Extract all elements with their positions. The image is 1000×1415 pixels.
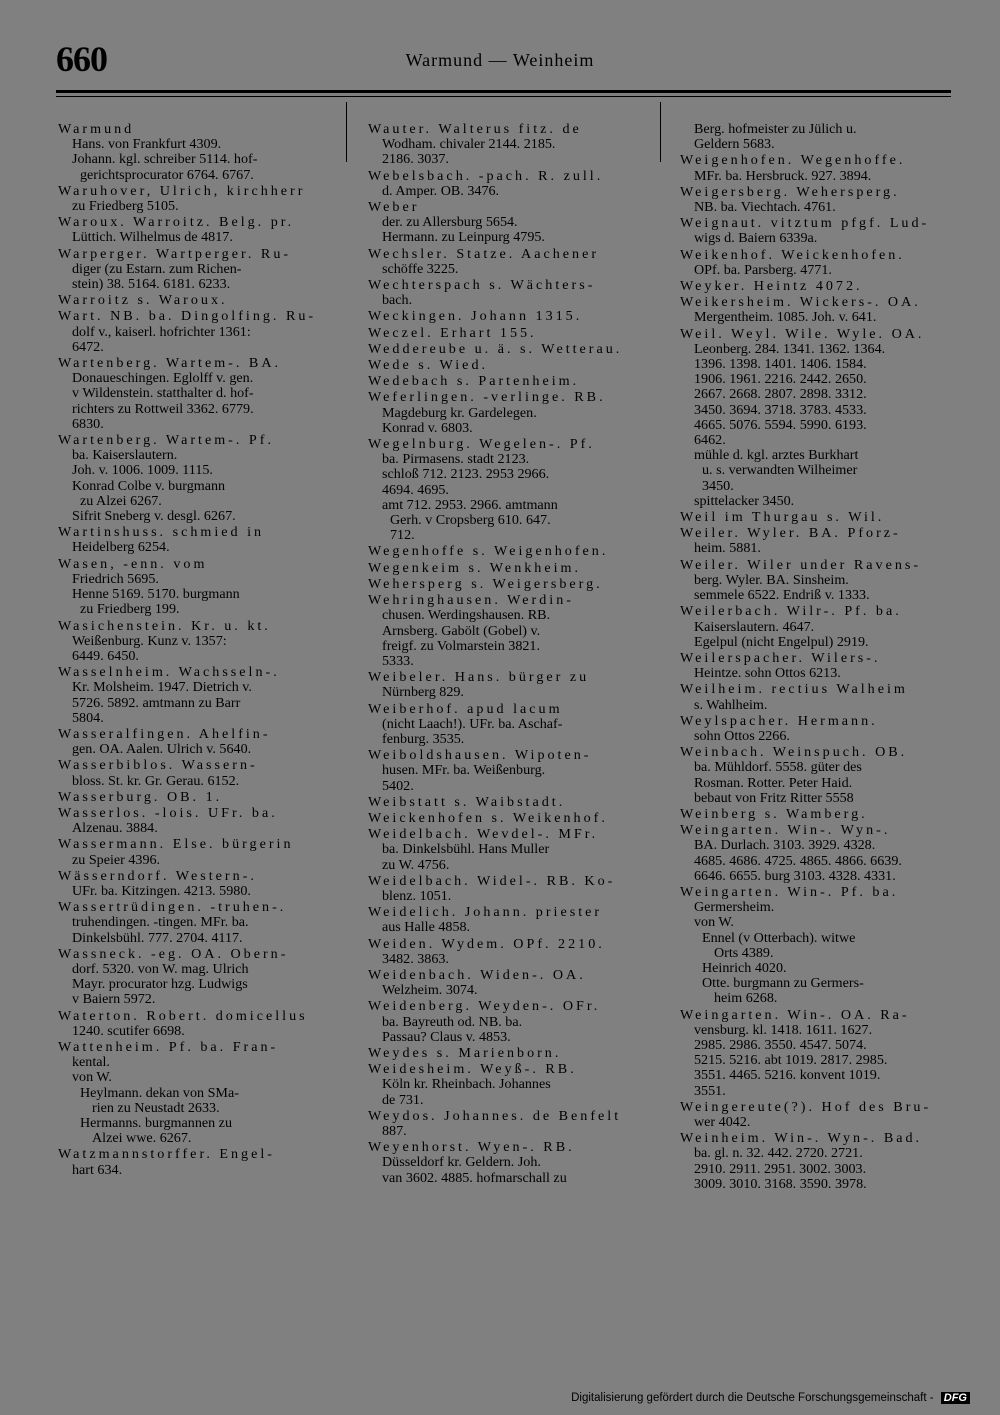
entry-headword-line: Weibstatt s. Waibstadt. (368, 794, 566, 810)
entry-headword-line: Weiboldshausen. Wipoten- (368, 748, 592, 764)
entry-line: 6449. 6450. (72, 648, 139, 664)
index-entry (368, 593, 650, 669)
entry-line: bebaut von Fritz Ritter 5558 (694, 790, 854, 806)
index-entry (680, 1100, 962, 1130)
entry-line: truhendingen. -tingen. MFr. ba. (72, 915, 249, 931)
entry-line: zu Speier 4396. (72, 852, 161, 868)
entry-headword-line: Wasserbiblos. Wassern- (58, 758, 258, 774)
entry-headword-line: Wasserburg. OB. 1. (58, 789, 223, 805)
index-entry (58, 758, 340, 788)
entry-headword-line: Weylspacher. Hermann. (680, 713, 878, 729)
index-entry (368, 342, 650, 357)
entry-line: ba. Bayreuth od. NB. ba. (382, 1014, 523, 1030)
index-entry (368, 577, 650, 592)
entry-line: ba. Kaiserslautern. (72, 448, 178, 464)
entry-headword-line: Wede s. Wied. (368, 358, 489, 374)
entry-line: UFr. ba. Kitzingen. 4213. 5980. (72, 883, 251, 899)
entry-line: wigs d. Baiern 6339a. (694, 231, 818, 247)
entry-line: Hans. von Frankfurt 4309. (72, 137, 222, 153)
entry-headword-line: Weingarten. Win-. Pf. ba. (680, 884, 899, 900)
entry-headword-line: Weinberg s. Wamberg. (680, 806, 868, 822)
entry-line: Hermanns. burgmannen zu (80, 1116, 232, 1131)
entry-headword-line: Wasseralfingen. Ahelfin- (58, 726, 271, 742)
entry-headword-line: Waruhover, Ulrich, kirchherr (58, 183, 306, 199)
entry-line: 6462. (694, 433, 726, 449)
entry-headword-line: Wechsler. Statze. Aachener (368, 246, 600, 262)
index-entry (680, 122, 962, 152)
entry-line: 5215. 5216. abt 1019. 2817. 2985. (694, 1053, 888, 1069)
entry-line: OPf. ba. Parsberg. 4771. (694, 262, 832, 278)
entry-headword-line: Wasichenstein. Kr. u. kt. (58, 618, 271, 634)
entry-line: semmele 6522. Endriß v. 1333. (694, 588, 870, 604)
entry-headword-line: Wassneck. -eg. OA. Obern- (58, 946, 289, 962)
index-entry (368, 1140, 650, 1186)
entry-line: Hermann. zu Leinpurg 4795. (382, 230, 545, 246)
index-entry (680, 823, 962, 884)
entry-headword-line: Wehersperg s. Weigersberg. (368, 576, 603, 592)
entry-line: de 731. (382, 1092, 424, 1108)
index-entry (368, 827, 650, 873)
index-entry (680, 651, 962, 681)
entry-line: Mayr. procurator hzg. Ludwigs (72, 977, 248, 993)
entry-line: schloß 712. 2123. 2953 2966. (382, 467, 550, 483)
index-entry (680, 510, 962, 525)
entry-line: zu Alzei 6267. (80, 493, 162, 509)
index-entry (368, 247, 650, 277)
entry-headword-line: Weilheim. rectius Walheim (680, 682, 908, 698)
entry-line: Sifrit Sneberg v. desgl. 6267. (72, 509, 236, 525)
index-entry (368, 811, 650, 826)
entry-headword-line: Wartenberg. Wartem-. Pf. (58, 433, 274, 449)
index-entry (368, 748, 650, 794)
entry-line: heim 6268. (714, 991, 778, 1007)
index-entry (58, 900, 340, 946)
entry-line: diger (zu Estarn. zum Richen- (72, 261, 242, 277)
entry-line: stein) 38. 5164. 6181. 6233. (72, 277, 231, 293)
index-entry (368, 937, 650, 967)
entry-line: fenburg. 3535. (382, 731, 465, 747)
entry-line: 3009. 3010. 3168. 3590. 3978. (694, 1176, 867, 1192)
entry-line: spittelacker 3450. (694, 493, 795, 509)
entry-line: ba. Mühldorf. 5558. güter des (694, 760, 862, 776)
entry-headword-line: Weiberhof. apud lacum (368, 701, 563, 717)
index-entry (58, 215, 340, 245)
entry-headword-line: Weiler. Wiler under Ravens- (680, 557, 922, 573)
entry-headword-line: Weil im Thurgau s. Wil. (680, 510, 885, 526)
index-column-1 (58, 122, 340, 1179)
entry-line: Magdeburg kr. Gardelegen. (382, 405, 537, 421)
index-entry (680, 745, 962, 806)
entry-line: dorf. 5320. von W. mag. Ulrich (72, 961, 249, 977)
entry-headword-line: Weingereute(?). Hof des Bru- (680, 1099, 932, 1115)
entry-line: gen. OA. Aalen. Ulrich v. 5640. (72, 742, 252, 758)
entry-headword-line: Wasen, -enn. vom (58, 556, 208, 572)
index-entry (680, 714, 962, 744)
entry-line: ba. Dinkelsbühl. Hans Muller (382, 842, 550, 858)
entry-line: 5804. (72, 710, 104, 726)
index-entry (680, 885, 962, 1007)
index-entry (368, 309, 650, 324)
digitization-footer (0, 1392, 970, 1404)
index-entry (368, 374, 650, 389)
index-entry (368, 999, 650, 1045)
entry-headword-line: Wegelnburg. Wegelen-. Pf. (368, 437, 595, 453)
entry-line: Heylmann. dekan von SMa- (80, 1085, 239, 1101)
entry-line: 5333. (382, 653, 414, 669)
entry-line: Germersheim. (694, 900, 775, 916)
index-entry (368, 905, 650, 935)
index-entry (680, 216, 962, 246)
entry-headword-line: Weydes s. Marienborn. (368, 1045, 562, 1061)
index-entry (680, 526, 962, 556)
entry-headword-line: Weiden. Wydem. OPf. 2210. (368, 936, 605, 952)
index-entry (58, 293, 340, 308)
entry-headword-line: Wässerndorf. Western-. (58, 868, 257, 884)
entry-line: 1396. 1398. 1401. 1406. 1584. (694, 357, 867, 373)
index-entry (680, 807, 962, 822)
entry-line: Ennel (v Otterbach). witwe (702, 930, 856, 946)
entry-headword-line: Weickenhofen s. Weikenhof. (368, 810, 608, 826)
entry-line: Geldern 5683. (694, 137, 775, 153)
index-entry (58, 1009, 340, 1039)
index-entry (58, 1040, 340, 1146)
entry-line: 3551. 4465. 5216. konvent 1019. (694, 1068, 881, 1084)
entry-headword-line: Warroitz s. Waroux. (58, 293, 228, 309)
entry-line: Lüttich. Wilhelmus de 4817. (72, 230, 233, 246)
header-rule-thick (56, 90, 951, 93)
entry-headword-line: Weczel. Erhart 155. (368, 325, 537, 341)
entry-headword-line: Weil. Weyl. Wile. Wyle. OA. (680, 326, 925, 342)
entry-headword-line: Weilerspacher. Wilers-. (680, 650, 881, 666)
entry-headword-line: Wart. NB. ba. Dingolfing. Ru- (58, 309, 317, 325)
index-entry (680, 1008, 962, 1099)
entry-line: Mergentheim. 1085. Joh. v. 641. (694, 310, 877, 326)
entry-line: 3450. 3694. 3718. 3783. 4533. (694, 402, 867, 418)
entry-headword-line: Warmund (58, 122, 135, 137)
entry-line: Alzenau. 3884. (72, 821, 158, 837)
index-entry (58, 557, 340, 618)
entry-line: bloss. St. kr. Gr. Gerau. 6152. (72, 773, 240, 789)
entry-headword-line: Weingarten. Win-. Wyn-. (680, 823, 891, 839)
entry-line: 6472. (72, 339, 104, 355)
entry-line: 1240. scutifer 6698. (72, 1023, 185, 1039)
entry-line: Heinrich 4020. (702, 960, 787, 976)
entry-line: Wodham. chivaler 2144. 2185. (382, 137, 556, 153)
index-entry (680, 185, 962, 215)
entry-line: richters zu Rottweil 3362. 6779. (72, 401, 254, 417)
entry-headword-line: Wassermann. Else. bürgerin (58, 837, 294, 853)
entry-line: dolf v., kaiserl. hofrichter 1361: (72, 324, 251, 340)
index-entry (680, 604, 962, 650)
column-separator-2 (660, 102, 661, 162)
entry-line: d. Amper. OB. 3476. (382, 183, 500, 199)
header-rule-thin (56, 96, 951, 97)
entry-line: BA. Durlach. 3103. 3929. 4328. (694, 838, 876, 854)
index-entry (58, 525, 340, 555)
entry-headword-line: Weidelbach. Widel-. RB. Ko- (368, 873, 616, 889)
index-column-2 (368, 122, 650, 1187)
entry-line: 2985. 2986. 3550. 4547. 5074. (694, 1037, 867, 1053)
entry-headword-line: Wegenhoffe s. Weigenhofen. (368, 544, 609, 560)
entry-line: kental. (72, 1055, 110, 1071)
index-entry (368, 278, 650, 308)
index-entry (368, 561, 650, 576)
index-entry (680, 327, 962, 509)
entry-line: 887. (382, 1124, 407, 1139)
entry-line: Friedrich 5695. (72, 571, 159, 587)
entry-headword-line: Weilerbach. Wilr-. Pf. ba. (680, 604, 902, 620)
entry-headword-line: Watzmannstorffer. Engel- (58, 1147, 275, 1163)
entry-headword-line: Weikenhof. Weickenhofen. (680, 247, 905, 263)
entry-headword-line: Wegenkeim s. Wenkheim. (368, 560, 581, 576)
index-entry (680, 279, 962, 294)
entry-line: 2186. 3037. (382, 152, 449, 168)
entry-line: 2667. 2668. 2807. 2898. 3312. (694, 387, 867, 403)
entry-headword-line: Warperger. Wartperger. Ru- (58, 246, 292, 262)
entry-headword-line: Waterton. Robert. domicellus (58, 1008, 308, 1024)
entry-headword-line: Weyenhorst. Wyen-. RB. (368, 1140, 575, 1156)
entry-headword-line: Weikersheim. Wickers-. OA. (680, 295, 921, 311)
entry-headword-line: Wasserlos. -lois. UFr. ba. (58, 805, 278, 821)
index-entry (680, 682, 962, 712)
entry-line: von W. (72, 1070, 112, 1086)
index-entry (58, 869, 340, 899)
index-entry (58, 1147, 340, 1177)
entry-line: 4694. 4695. (382, 482, 449, 498)
entry-line: Heidelberg 6254. (72, 540, 170, 556)
dfg-logo: DFG (941, 1392, 970, 1404)
index-entry (58, 665, 340, 726)
entry-line: (nicht Laach!). UFr. ba. Aschaf- (382, 716, 563, 732)
entry-headword-line: Weignaut. vitztum pfgf. Lud- (680, 216, 930, 232)
entry-headword-line: Weddereube u. ä. s. Wetterau. (368, 341, 623, 357)
index-entry (368, 670, 650, 700)
index-entry (680, 248, 962, 278)
entry-line: hart 634. (72, 1162, 123, 1178)
index-entry (368, 1062, 650, 1108)
entry-line: 4685. 4686. 4725. 4865. 4866. 6639. (694, 853, 902, 869)
index-column-3 (680, 122, 962, 1193)
entry-line: zu Friedberg 199. (80, 602, 180, 618)
entry-line: Joh. v. 1006. 1009. 1115. (72, 463, 213, 479)
entry-line: der. zu Allersburg 5654. (382, 215, 518, 231)
entry-headword-line: Waroux. Warroitz. Belg. pr. (58, 215, 295, 231)
index-entry (368, 874, 650, 904)
index-entry (368, 358, 650, 373)
index-entry (368, 437, 650, 543)
entry-headword-line: Weinheim. Win-. Wyn-. Bad. (680, 1131, 923, 1147)
index-entry (368, 326, 650, 341)
entry-line: Berg. hofmeister zu Jülich u. (694, 122, 857, 137)
entry-line: 5726. 5892. amtmann zu Barr (72, 695, 241, 711)
entry-line: berg. Wyler. BA. Sinsheim. (694, 572, 849, 588)
index-entry (58, 619, 340, 665)
entry-line: rien zu Neustadt 2633. (92, 1100, 220, 1116)
entry-line: ba. gl. n. 32. 442. 2720. 2721. (694, 1146, 863, 1162)
entry-headword-line: Webelsbach. -pach. R. zull. (368, 168, 604, 184)
entry-line: Henne 5169. 5170. burgmann (72, 587, 240, 603)
entry-headword-line: Weidenbach. Widen-. OA. (368, 967, 586, 983)
entry-headword-line: Weyker. Heintz 4072. (680, 279, 863, 295)
index-entry (58, 247, 340, 293)
index-entry (58, 790, 340, 805)
entry-line: u. s. verwandten Wilheimer (702, 463, 858, 479)
entry-headword-line: Weydos. Johannes. de Benfelt (368, 1108, 622, 1124)
entry-line: Nürnberg 829. (382, 685, 464, 701)
entry-line: 712. (390, 528, 415, 544)
entry-line: amt 712. 2953. 2966. amtmann (382, 497, 558, 513)
entry-line: gerichtsprocurator 6764. 6767. (80, 167, 254, 183)
entry-headword-line: Wartenberg. Wartem-. BA. (58, 356, 282, 372)
entry-headword-line: Weber (368, 200, 420, 216)
entry-line: 3551. (694, 1083, 726, 1099)
entry-line: aus Halle 4858. (382, 920, 471, 936)
entry-headword-line: Weinbach. Weinspuch. OB. (680, 745, 908, 761)
entry-line: bach. (382, 293, 413, 309)
entry-line: NB. ba. Viechtach. 4761. (694, 200, 836, 216)
entry-line: van 3602. 4885. hofmarschall zu (382, 1170, 567, 1186)
entry-line: Heintze. sohn Ottos 6213. (694, 666, 841, 682)
entry-line: 5402. (382, 778, 414, 794)
entry-line: schöffe 3225. (382, 261, 459, 277)
entry-line: Donaueschingen. Eglolff v. gen. (72, 371, 254, 387)
entry-headword-line: Weidelich. Johann. priester (368, 905, 603, 921)
entry-line: Weißenburg. Kunz v. 1357: (72, 633, 227, 649)
index-entry (680, 295, 962, 325)
entry-line: von W. (694, 915, 734, 931)
entry-headword-line: Weidesheim. Weyß-. RB. (368, 1062, 577, 1078)
index-entry (58, 309, 340, 355)
entry-line: 3450. (702, 478, 734, 494)
index-entry (368, 968, 650, 998)
entry-line: Orts 4389. (714, 945, 774, 961)
entry-line: 2910. 2911. 2951. 3002. 3003. (694, 1161, 867, 1177)
entry-line: Köln kr. Rheinbach. Johannes (382, 1077, 551, 1093)
index-entry (58, 837, 340, 867)
index-entry (58, 122, 340, 183)
entry-line: v Wildenstein. statthalter d. hof- (72, 386, 254, 402)
entry-line: Gerh. v Cropsberg 610. 647. (390, 513, 551, 529)
page-number: 660 (56, 39, 107, 79)
entry-line: zu Friedberg 5105. (72, 199, 179, 215)
entry-line: Otte. burgmann zu Germers- (702, 976, 864, 992)
entry-line: mühle d. kgl. arztes Burkhart (694, 448, 859, 464)
entry-line: zu W. 4756. (382, 857, 450, 873)
entry-headword-line: Wasselnheim. Wachsseln-. (58, 665, 280, 681)
entry-line: heim. 5881. (694, 541, 761, 557)
entry-line: 6830. (72, 416, 104, 432)
index-entry (368, 1046, 650, 1061)
index-entry (368, 169, 650, 199)
entry-line: Rosman. Rotter. Peter Haid. (694, 775, 853, 791)
entry-line: Konrad Colbe v. burgmann (72, 478, 226, 494)
entry-headword-line: Weidenberg. Weyden-. OFr. (368, 999, 601, 1015)
entry-line: 1906. 1961. 2216. 2442. 2650. (694, 372, 867, 388)
entry-line: Kaiserslautern. 4647. (694, 619, 815, 635)
entry-headword-line: Weibeler. Hans. bürger zu (368, 670, 590, 686)
running-head: Warmund — Weinheim (405, 50, 595, 70)
index-entry (368, 1109, 650, 1139)
entry-line: 6646. 6655. burg 3103. 4328. 4331. (694, 868, 896, 884)
entry-line: Arnsberg. Gabölt (Gobel) v. (382, 623, 541, 639)
entry-line: s. Wahlheim. (694, 697, 768, 713)
entry-headword-line: Weigenhofen. Wegenhoffe. (680, 153, 906, 169)
entry-headword-line: Weiler. Wyler. BA. Pforz- (680, 526, 901, 542)
column-separator-1 (346, 102, 347, 162)
entry-headword-line: Weckingen. Johann 1315. (368, 309, 583, 325)
index-entry (58, 356, 340, 432)
entry-line: Passau? Claus v. 4853. (382, 1029, 511, 1045)
index-entry (368, 390, 650, 436)
entry-line: freigf. zu Volmarstein 3821. (382, 638, 541, 654)
index-entry (58, 727, 340, 757)
entry-line: sohn Ottos 2266. (694, 728, 790, 744)
index-entry (680, 153, 962, 183)
entry-headword-line: Weidelbach. Wevdel-. MFr. (368, 827, 599, 843)
entry-headword-line: Wehringhausen. Werdin- (368, 593, 574, 609)
entry-line: Düsseldorf kr. Geldern. Joh. (382, 1155, 541, 1171)
entry-headword-line: Wattenheim. Pf. ba. Fran- (58, 1039, 279, 1055)
index-entry (58, 806, 340, 836)
entry-line: Johann. kgl. schreiber 5114. hof- (72, 152, 258, 168)
entry-headword-line: Wechterspach s. Wächters- (368, 278, 596, 294)
entry-line: ba. Pirmasens. stadt 2123. (382, 452, 530, 468)
entry-line: blenz. 1051. (382, 888, 452, 904)
entry-line: Dinkelsbühl. 777. 2704. 4117. (72, 930, 243, 946)
footer-text: Digitalisierung gefördert durch die Deutsche Forschungsgemeinschaft - (571, 1392, 934, 1404)
entry-line: Leonberg. 284. 1341. 1362. 1364. (694, 341, 886, 357)
entry-headword-line: Wartinshuss. schmied in (58, 525, 265, 541)
index-entry (58, 433, 340, 524)
entry-line: wer 4042. (694, 1115, 751, 1130)
index-entry (368, 795, 650, 810)
index-entry (368, 122, 650, 168)
entry-line: Konrad v. 6803. (382, 420, 473, 436)
index-entry (368, 702, 650, 748)
index-entry (680, 1131, 962, 1192)
index-entry (58, 947, 340, 1008)
entry-line: Kr. Molsheim. 1947. Dietrich v. (72, 680, 252, 696)
index-entry (58, 184, 340, 214)
index-entry (368, 544, 650, 559)
entry-line: Welzheim. 3074. (382, 983, 478, 999)
entry-line: Egelpul (nicht Engelpul) 2919. (694, 634, 869, 650)
entry-headword-line: Weingarten. Win-. OA. Ra- (680, 1007, 910, 1023)
entry-line: Alzei wwe. 6267. (92, 1131, 192, 1147)
entry-headword-line: Weigersberg. Wehersperg. (680, 184, 900, 200)
entry-line: vensburg. kl. 1418. 1611. 1627. (694, 1022, 873, 1038)
entry-headword-line: Wassertrüdingen. -truhen-. (58, 900, 287, 916)
index-entry (680, 558, 962, 604)
entry-headword-line: Wauter. Walterus fitz. de (368, 122, 582, 137)
entry-line: husen. MFr. ba. Weißenburg. (382, 763, 546, 779)
index-entry (368, 200, 650, 246)
entry-line: v Baiern 5972. (72, 992, 156, 1008)
entry-line: MFr. ba. Hersbruck. 927. 3894. (694, 168, 872, 184)
entry-line: chusen. Werdingshausen. RB. (382, 608, 551, 624)
entry-line: 3482. 3863. (382, 951, 449, 967)
entry-line: 4665. 5076. 5594. 5990. 6193. (694, 417, 867, 433)
entry-headword-line: Weferlingen. -verlinge. RB. (368, 390, 606, 406)
entry-headword-line: Wedebach s. Partenheim. (368, 374, 580, 390)
